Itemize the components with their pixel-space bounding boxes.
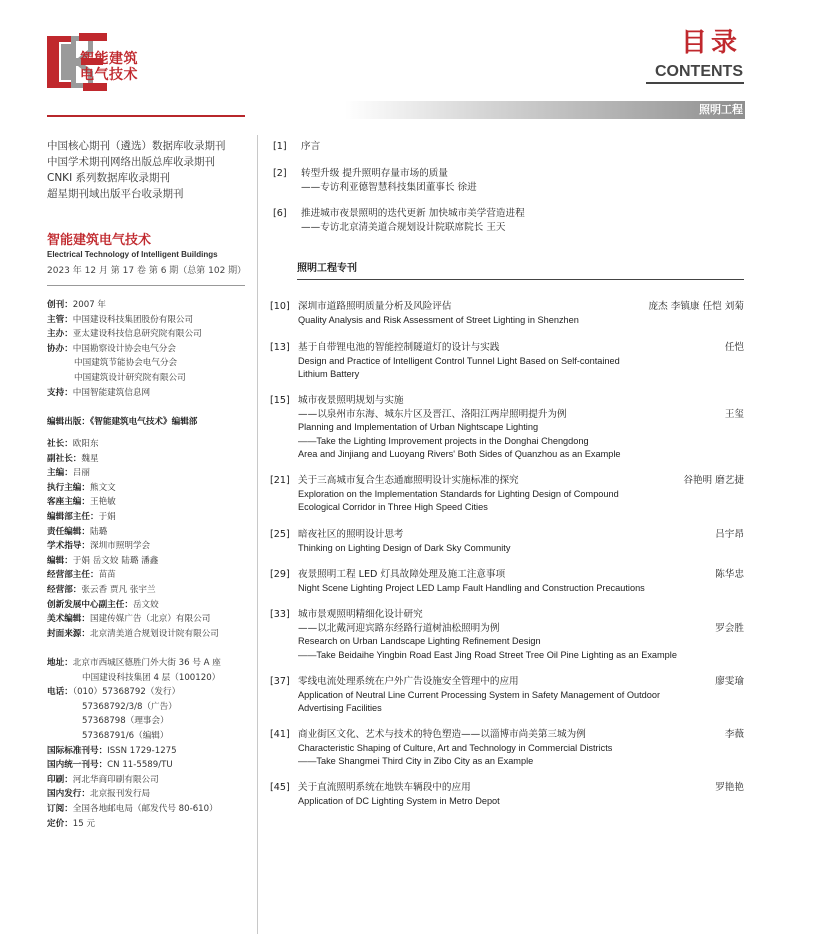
info-label: 定价： [47, 818, 73, 829]
logo-line2: 电气技术 [80, 67, 138, 83]
info-value: 57368791/6（编辑） [82, 730, 169, 741]
contact-row [47, 787, 252, 802]
toc-title-cn: 序言 [301, 141, 321, 152]
publisher-info [47, 298, 252, 400]
info-value: 中国建设科技集团股份有限公司 [72, 314, 194, 325]
toc-page-number: [2] [273, 168, 287, 179]
contact-row [47, 685, 252, 700]
info-label: 电话： [47, 687, 73, 698]
info-label: 封面来源： [47, 628, 90, 639]
toc-title-cn: 关于三高城市复合生态通廊照明设计实施标准的探究 [298, 475, 519, 486]
index-list [47, 138, 252, 202]
toc-author: 廖雯瑜 [715, 676, 744, 687]
info-label: 美术编辑： [47, 614, 90, 625]
toc-article[interactable] [270, 474, 744, 515]
toc-title-en: Ecological Corridor in Three High Speed Cities [298, 502, 488, 513]
staff-row [47, 495, 252, 510]
info-value: 北京市西城区德胜门外大街 36 号 A 座 [72, 658, 221, 668]
info-label: 创新发展中心副主任： [47, 599, 133, 610]
toc-title-cn: 推进城市夜景照明的迭代更新 加快城市美学营造进程 [301, 208, 525, 219]
staff-row [47, 525, 252, 540]
toc-title-en: Design and Practice of Intelligent Control Tunnel Light Based on Self-contained [298, 355, 620, 366]
staff-row [47, 612, 252, 627]
logo-divider [47, 115, 245, 117]
info-value: 魏星 [81, 453, 99, 464]
toc-author: 任恺 [724, 342, 744, 353]
toc-front-item[interactable] [273, 167, 744, 195]
toc-article[interactable] [270, 728, 744, 769]
staff-row [47, 598, 252, 613]
toc-page-number: [6] [273, 208, 287, 219]
staff-row [47, 554, 252, 569]
info-value: 于娟 [98, 511, 116, 522]
info-value: 熊文文 [89, 482, 116, 493]
toc-author: 王玺 [724, 408, 744, 420]
index-item: 超星期刊域出版平台收录期刊 [47, 188, 184, 200]
toc-title-cn: 夜景照明工程 LED 灯具故障处理及施工注意事项 [298, 569, 506, 580]
section-band-label: 照明工程 [699, 103, 743, 116]
toc-page-number: [10] [270, 301, 290, 312]
info-label: 国内统一刊号： [47, 760, 108, 771]
contact-row [47, 700, 252, 715]
toc-page-number: [29] [270, 569, 290, 580]
toc-author: 庞杰 李镇康 任恺 刘菊 [648, 301, 744, 312]
toc-page-number: [13] [270, 342, 290, 353]
toc-title-en: Characteristic Shaping of Culture, Art and Technology in Commercial Districts [298, 742, 613, 753]
section-divider [297, 279, 744, 280]
info-label: 协办： [47, 343, 73, 354]
toc-article[interactable] [270, 394, 744, 462]
magazine-name-cn: 智能建筑电气技术 [47, 233, 152, 248]
toc-title-cn: 关于直流照明系统在地铁车辆段中的应用 [298, 782, 471, 793]
contact-row [47, 817, 252, 832]
toc-front-item[interactable] [273, 140, 744, 154]
toc-title-cn: 转型升级 提升照明存量市场的质量 [301, 168, 448, 179]
logo-line1: 智能建筑 [80, 51, 138, 67]
staff-row [47, 539, 252, 554]
info-label: 经营部： [47, 584, 82, 595]
column-divider [257, 135, 258, 934]
toc-author: 谷艳明 磨艺捷 [683, 475, 744, 486]
toc-article[interactable] [270, 341, 744, 382]
info-value: 亚太建设科技信息研究院有限公司 [72, 329, 202, 340]
staff-row [47, 568, 252, 583]
info-label: 主编： [47, 468, 73, 479]
info-label: 主管： [47, 314, 73, 325]
toc-author: 吕宇昂 [715, 529, 744, 540]
info-label: 国际标准刊号： [47, 745, 108, 756]
toc-article[interactable] [270, 608, 744, 662]
toc-title-en: Advertising Facilities [298, 703, 382, 714]
info-label: 学术指导： [47, 541, 90, 552]
info-label: 副社长： [47, 453, 82, 464]
staff-list [47, 437, 252, 641]
staff-row [47, 481, 252, 496]
info-value: 中国建筑节能协会电气分会 [74, 358, 178, 369]
info-label: 编辑： [47, 555, 73, 566]
toc-page-number: [45] [270, 782, 290, 793]
toc-article[interactable] [270, 675, 744, 716]
staff-row [47, 627, 252, 642]
publisher-info-row [47, 356, 252, 371]
publisher-info-row [47, 298, 252, 313]
toc-article[interactable] [270, 528, 744, 555]
section-title: 照明工程专刊 [297, 263, 357, 274]
info-value: 陆璐 [89, 526, 108, 537]
toc-title-cn: 城市景观照明精细化设计研究 [298, 609, 423, 620]
info-value: 中国建设科技集团 4 层（100120） [82, 672, 221, 683]
toc-page-number: [37] [270, 676, 290, 687]
info-label: 地址： [47, 658, 73, 668]
toc-title-cn: 暗夜社区的照明设计思考 [298, 529, 404, 540]
toc-page-number: [33] [270, 609, 290, 620]
toc-title-cn: 深圳市道路照明质量分析及风险评估 [298, 301, 452, 312]
info-value: 北京清美道合规划设计院有限公司 [89, 628, 219, 639]
toc-subtitle-cn: ——以北戴河迎宾路东经路行道树油松照明为例 [298, 622, 500, 634]
contact-row [47, 671, 252, 686]
index-item: 中国学术期刊网络出版总库收录期刊 [47, 156, 215, 168]
toc-subtitle-cn: ——专访利亚德智慧科技集团董事长 徐进 [301, 181, 477, 193]
info-value: ISSN 1729-1275 [107, 745, 177, 756]
info-value: 57368798（理事会） [82, 716, 169, 727]
staff-row [47, 510, 252, 525]
header-divider [646, 82, 744, 84]
info-value: 于娟 岳文姣 陆璐 潘鑫 [72, 555, 159, 566]
info-label: 印刷： [47, 774, 73, 785]
info-value: 张云香 贾凡 张宇兰 [81, 584, 156, 595]
toc-title-en: Area and Jinjiang and Luoyang Rivers' Both Sides of Quanzhou as an Example [298, 449, 621, 460]
info-label: 编辑部主任： [47, 511, 99, 522]
info-value: 2007 年 [72, 300, 106, 310]
info-label: 责任编辑： [47, 526, 90, 537]
publisher-info-row [47, 342, 252, 357]
contact-row [47, 773, 252, 788]
info-value: 中国建筑设计研究院有限公司 [74, 372, 186, 383]
contact-row [47, 656, 252, 671]
info-value: 吕丽 [72, 468, 90, 479]
toc-subtitle-cn: ——专访北京清美道合规划设计院联席院长 王天 [301, 221, 506, 233]
info-label: 支持： [47, 387, 73, 398]
contact-row [47, 714, 252, 729]
index-item: 中国核心期刊（遴选）数据库收录期刊 [47, 140, 226, 152]
toc-author: 陈华忠 [715, 569, 744, 580]
info-label: 创刊： [47, 300, 73, 310]
info-value: 57368792/3/8（广告） [82, 701, 177, 712]
issue-info: 2023 年 12 月 第 17 卷 第 6 期（总第 102 期） [47, 266, 247, 276]
info-value: 15 元 [72, 818, 96, 829]
magazine-name-en: Electrical Technology of Intelligent Buildings [47, 250, 218, 259]
toc-author: 罗艳艳 [715, 782, 744, 793]
info-label: 社长： [47, 439, 73, 449]
info-value: 国建传媒广告（北京）有限公司 [89, 614, 211, 625]
masthead-divider [47, 285, 245, 286]
toc-page-number: [1] [273, 141, 287, 152]
page-title-cn: 目录 [680, 28, 741, 58]
toc-title-en: Application of Neutral Line Current Processing System in Safety Management of Outdoor [298, 689, 661, 700]
index-item: CNKI 系列数据库收录期刊 [47, 172, 171, 184]
info-value: 全国各地邮电局（邮发代号 80-610） [72, 803, 218, 814]
contact-row [47, 802, 252, 817]
info-value: 河北华商印刷有限公司 [72, 774, 159, 785]
toc-title-cn: 城市夜景照明规划与实施 [298, 395, 404, 406]
contact-row [47, 729, 252, 744]
info-value: 深圳市照明学会 [89, 541, 151, 552]
toc-front-item[interactable] [273, 207, 744, 235]
toc-author: 李薇 [724, 729, 744, 740]
staff-row [47, 466, 252, 481]
toc-article[interactable] [270, 781, 744, 808]
info-value: 王艳敏 [89, 497, 116, 508]
info-label: 国内发行： [47, 789, 90, 800]
toc-title-en: ——Take Shangmei Third City in Zibo City as an Example [298, 756, 534, 767]
toc-author: 罗会胜 [715, 622, 744, 634]
contact-row [47, 744, 252, 759]
page-title-en: CONTENTS [655, 63, 743, 80]
publisher-info-row [47, 371, 252, 386]
info-value: 苗苗 [98, 570, 116, 581]
section-band [345, 101, 745, 119]
info-label: 主办： [47, 329, 73, 340]
toc-page-number: [15] [270, 395, 290, 406]
contact-row [47, 758, 252, 773]
toc-title-en: Planning and Implementation of Urban Nightscape Lighting [298, 422, 539, 433]
toc-page-number: [21] [270, 475, 290, 486]
toc-article[interactable] [270, 300, 744, 327]
toc-title-en: Night Scene Lighting Project LED Lamp Fault Handling and Construction Precautions [298, 582, 645, 593]
toc-title-en: ——Take Beidaihe Yingbin Road East Jing Road Street Tree Oil Pine Lighting as an Example [298, 649, 677, 660]
info-value: CN 11-5589/TU [107, 760, 173, 771]
toc-subtitle-cn: ——以泉州市东海、城东片区及晋江、洛阳江两岸照明提升为例 [298, 408, 567, 420]
toc-title-en: Lithium Battery [298, 369, 360, 380]
info-value: 北京报刊发行局 [89, 789, 151, 800]
toc-title-en: Research on Urban Landscape Lighting Refinement Design [298, 636, 541, 647]
staff-row [47, 583, 252, 598]
editorial-heading [47, 415, 252, 430]
info-value: 中国勘察设计协会电气分会 [72, 343, 176, 354]
info-value: 中国智能建筑信息网 [72, 387, 151, 398]
info-value: 岳文姣 [132, 599, 159, 610]
magazine-masthead [47, 233, 252, 286]
editorial-heading-text: 编辑出版：《智能建筑电气技术》编辑部 [47, 417, 198, 427]
toc-title-cn: 基于自带锂电池的智能控制隧道灯的设计与实践 [298, 342, 500, 353]
info-label: 执行主编： [47, 482, 90, 493]
contact-info [47, 656, 252, 831]
publisher-info-row [47, 386, 252, 401]
info-value: （010）57368792（发行） [72, 687, 181, 698]
staff-row [47, 437, 252, 452]
publisher-info-row [47, 313, 252, 328]
toc-page-number: [41] [270, 729, 290, 740]
toc-title-en: Quality Analysis and Risk Assessment of Street Lighting in Shenzhen [298, 314, 579, 325]
info-label: 订阅： [47, 803, 73, 814]
info-label: 客座主编： [47, 497, 90, 508]
info-label: 经营部主任： [47, 570, 99, 581]
toc-title-cn: 商业街区文化、艺术与技术的特色塑造——以淄博市尚美第三城为例 [298, 729, 586, 740]
publisher-info-row [47, 327, 252, 342]
info-value: 欧阳东 [72, 439, 99, 449]
toc-title-en: Exploration on the Implementation Standards for Lighting Design of Compound [298, 488, 619, 499]
toc-title-en: Thinking on Lighting Design of Dark Sky Community [298, 542, 511, 553]
logo-wordmark [80, 51, 138, 83]
toc-title-en: ——Take the Lighting Improvement projects in the Donghai Chengdong [298, 435, 589, 446]
toc-page-number: [25] [270, 529, 290, 540]
staff-row [47, 452, 252, 467]
toc-article[interactable] [270, 568, 744, 595]
toc-title-cn: 零线电流处理系统在户外广告设施安全管理中的应用 [298, 676, 519, 687]
toc-title-en: Application of DC Lighting System in Metro Depot [298, 795, 500, 806]
